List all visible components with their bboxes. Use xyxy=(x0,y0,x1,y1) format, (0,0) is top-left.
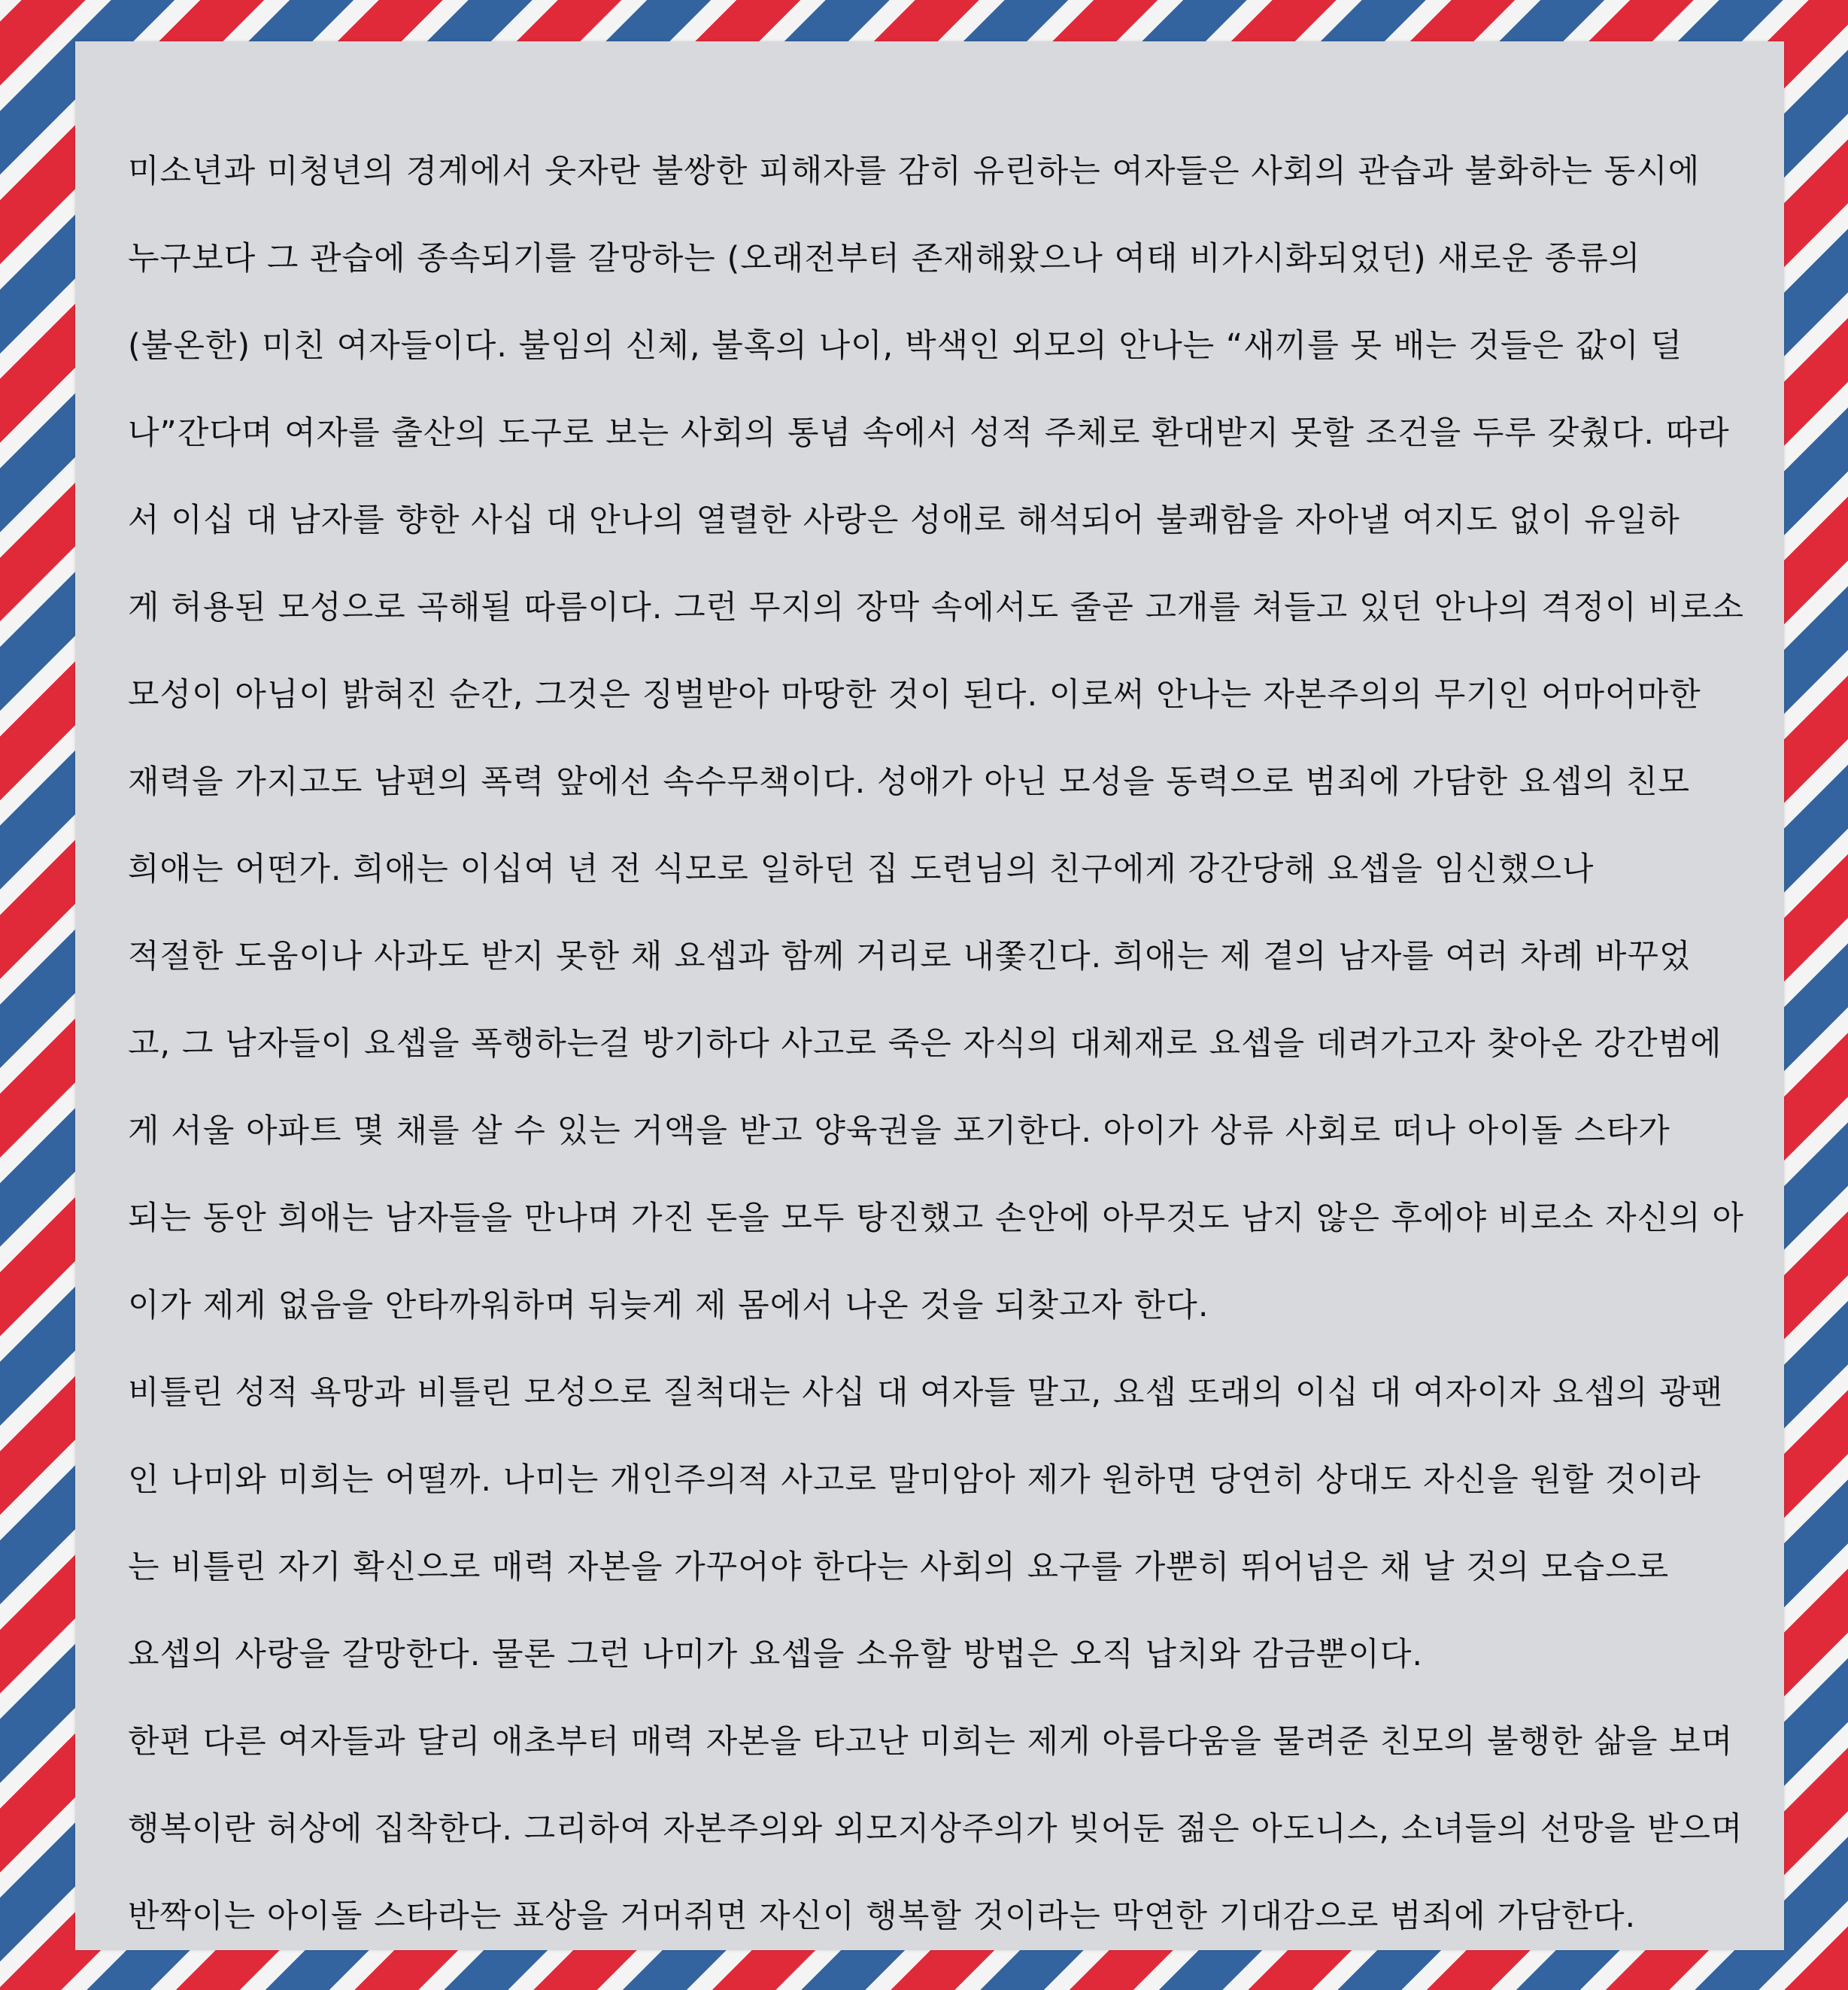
letter-line: 한편 다른 여자들과 달리 애초부터 매력 자본을 타고난 미희는 제게 아름다움을 물려준 친모의 불행한 삶을 보며 xyxy=(128,1723,1734,1761)
letter-line: 적절한 도움이나 사과도 받지 못한 채 요셉과 함께 거리로 내쫓긴다. 희애는 제 곁의 남자를 여러 차례 바꾸었 xyxy=(128,938,1692,975)
letter-line: 행복이란 허상에 집착한다. 그리하여 자본주의와 외모지상주의가 빚어둔 젊은 아도니스, 소녀들의 선망을 받으며 xyxy=(128,1810,1743,1848)
letter-line: 누구보다 그 관습에 종속되기를 갈망하는 (오래전부터 존재해왔으나 여태 비가시화되었던) 새로운 종류의 xyxy=(128,240,1641,278)
letter-line: 재력을 가지고도 남편의 폭력 앞에선 속수무책이다. 성애가 아닌 모성을 동력으로 범죄에 가담한 요셉의 친모 xyxy=(128,763,1691,801)
letter-line: 인 나미와 미희는 어떨까. 나미는 개인주의적 사고로 말미암아 제가 원하면 당연히 상대도 자신을 원할 것이라 xyxy=(128,1461,1701,1499)
letter-line: 게 서울 아파트 몇 채를 살 수 있는 거액을 받고 양육권을 포기한다. 아이가 상류 사회로 떠나 아이돌 스타가 xyxy=(128,1112,1670,1150)
letter-line: 서 이십 대 남자를 향한 사십 대 안나의 열렬한 사랑은 성애로 해석되어 불쾌함을 자아낼 여지도 없이 유일하 xyxy=(128,502,1680,539)
letter-line: 모성이 아님이 밝혀진 순간, 그것은 징벌받아 마땅한 것이 된다. 이로써 안나는 자본주의의 무기인 어마어마한 xyxy=(128,676,1701,714)
letter-line: 희애는 어떤가. 희애는 이십여 년 전 식모로 일하던 집 도련님의 친구에게 강간당해 요셉을 임신했으나 xyxy=(128,851,1595,888)
letter-body xyxy=(128,128,1745,1960)
letter-line: 반짝이는 아이돌 스타라는 표상을 거머쥐면 자신이 행복할 것이라는 막연한 기대감으로 범죄에 가담한다. xyxy=(128,1897,1637,1935)
letter-line: 요셉의 사랑을 갈망한다. 물론 그런 나미가 요셉을 소유할 방법은 오직 납치와 감금뿐이다. xyxy=(128,1636,1424,1673)
letter-line: 비틀린 성적 욕망과 비틀린 모성으로 질척대는 사십 대 여자들 말고, 요셉 또래의 이십 대 여자이자 요셉의 광팬 xyxy=(128,1374,1724,1412)
letter-line: 이가 제게 없음을 안타까워하며 뒤늦게 제 몸에서 나온 것을 되찾고자 한다. xyxy=(128,1287,1209,1324)
letter-line: 는 비틀린 자기 확신으로 매력 자본을 가꾸어야 한다는 사회의 요구를 가뿐히 뛰어넘은 채 날 것의 모습으로 xyxy=(128,1549,1670,1586)
letter-line: 미소년과 미청년의 경계에서 웃자란 불쌍한 피해자를 감히 유린하는 여자들은 사회의 관습과 불화하는 동시에 xyxy=(128,153,1701,190)
letter-line: 나”간다며 여자를 출산의 도구로 보는 사회의 통념 속에서 성적 주체로 환대받지 못할 조건을 두루 갖췄다. 따라 xyxy=(128,414,1730,452)
letter-line: 되는 동안 희애는 남자들을 만나며 가진 돈을 모두 탕진했고 손안에 아무것도 남지 않은 후에야 비로소 자신의 아 xyxy=(128,1200,1744,1237)
letter-line: (불온한) 미친 여자들이다. 불임의 신체, 불혹의 나이, 박색인 외모의 안나는 “새끼를 못 배는 것들은 값이 덜 xyxy=(128,327,1683,365)
letter-line: 게 허용된 모성으로 곡해될 따름이다. 그런 무지의 장막 속에서도 줄곧 고개를 쳐들고 있던 안나의 격정이 비로소 xyxy=(128,589,1744,626)
letter-line: 고, 그 남자들이 요셉을 폭행하는걸 방기하다 사고로 죽은 자식의 대체재로 요셉을 데려가고자 찾아온 강간범에 xyxy=(128,1025,1722,1063)
